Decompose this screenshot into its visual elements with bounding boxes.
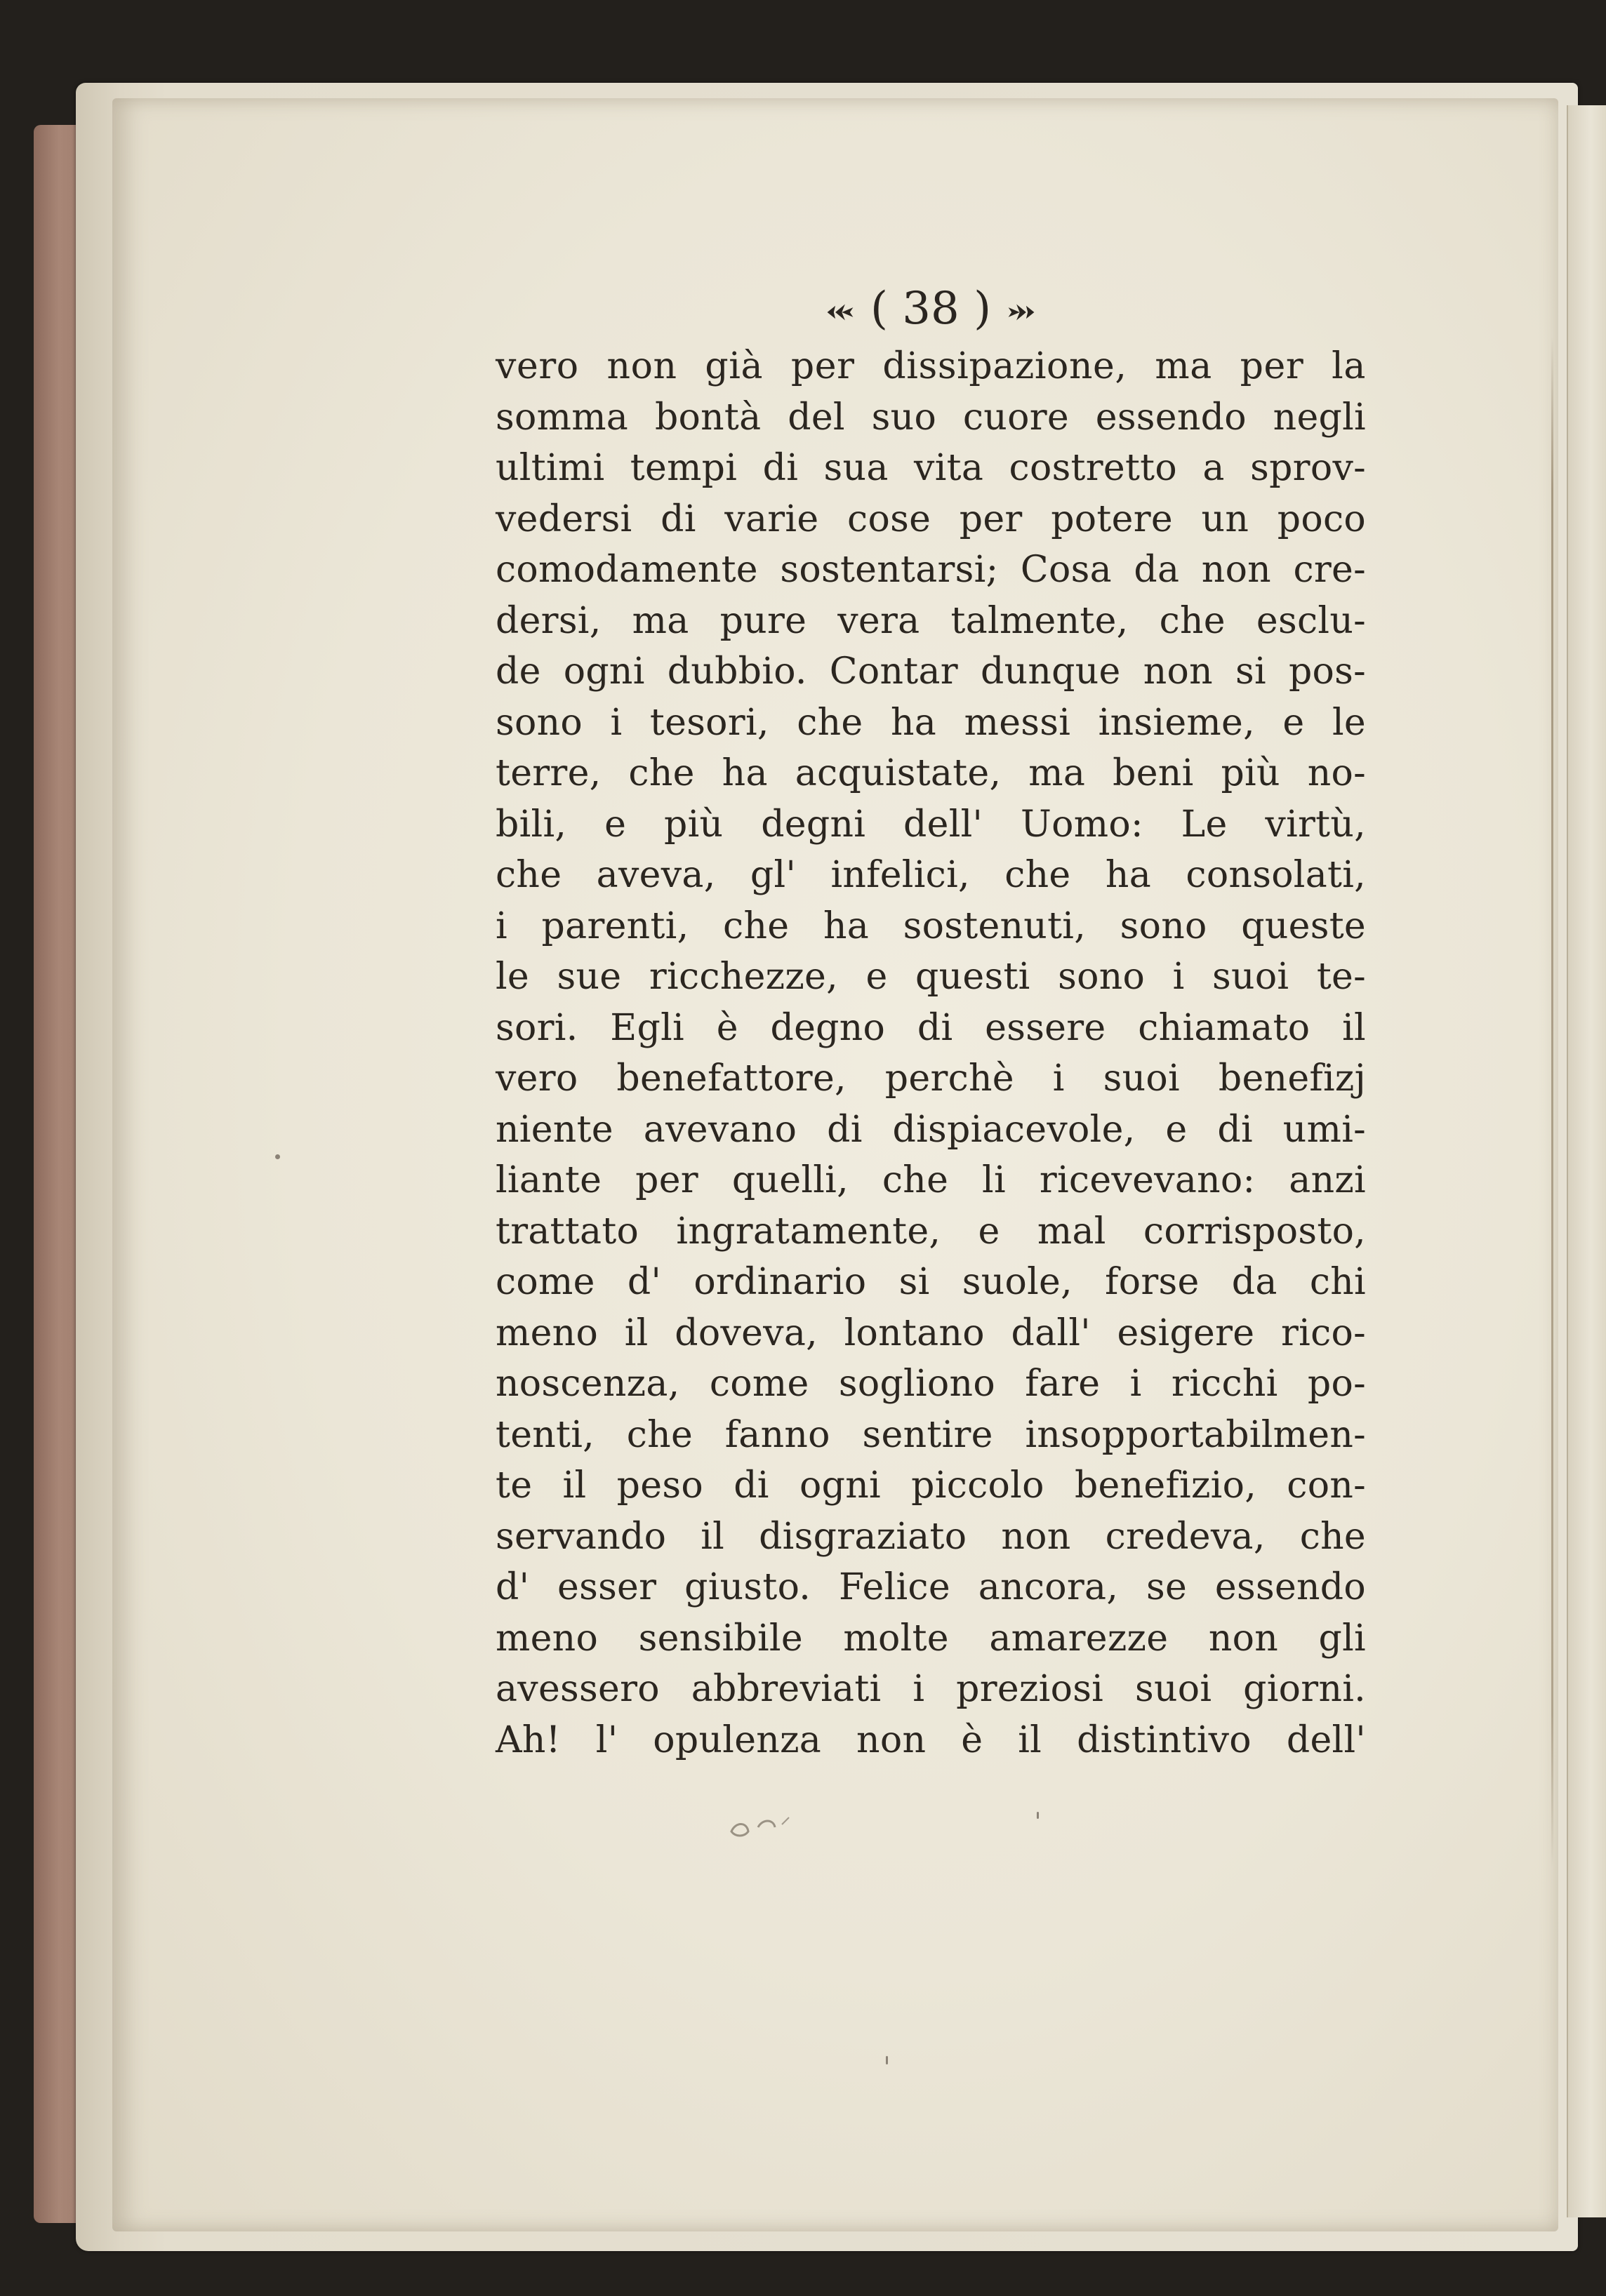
paper-speck <box>275 1154 280 1159</box>
text-line: le sue ricchezze, e questi sono i suoi te- <box>496 956 1366 998</box>
text-line: vedersi di varie cose per potere un poco <box>496 498 1366 540</box>
text-line: te il peso di ogni piccolo benefizio, con- <box>496 1464 1366 1507</box>
gutter-shadow <box>1551 337 1553 1867</box>
facing-page-edge <box>1567 105 1606 2217</box>
text-line: comodamente sostentarsi; Cosa da non cre- <box>496 549 1366 591</box>
text-line: come d' ordinario si suole, forse da chi <box>496 1261 1366 1303</box>
page-number: ( 38 ) <box>870 283 992 335</box>
text-line: avessero abbreviati i preziosi suoi giorni. <box>496 1668 1366 1710</box>
text-line: i parenti, che ha sostenuti, sono queste <box>496 905 1366 947</box>
text-line: meno il doveva, lontano dall' esigere rico- <box>496 1311 1366 1354</box>
text-line: somma bontà del suo cuore essendo negli <box>496 396 1366 439</box>
page-header <box>811 281 1050 337</box>
text-line: che aveva, gl' infelici, che ha consolati, <box>496 854 1366 896</box>
text-line: niente avevano di dispiacevole, e di umi- <box>496 1108 1366 1151</box>
text-line: servando il disgraziato non credeva, che <box>496 1515 1366 1558</box>
text-line: ultimi tempi di sua vita costretto a sprov- <box>496 447 1366 489</box>
text-line: d' esser giusto. Felice ancora, se essendo <box>496 1566 1366 1608</box>
text-line: bili, e più degni dell' Uomo: Le virtù, <box>496 803 1366 846</box>
right-fleuron-icon <box>1005 296 1037 328</box>
paper-speck <box>1037 1812 1039 1819</box>
text-line: tenti, che fanno sentire insopportabilmen- <box>496 1413 1366 1456</box>
ink-smudge-mark <box>723 1803 800 1846</box>
text-line: liante per quelli, che li ricevevano: anzi <box>496 1159 1366 1201</box>
text-line: de ogni dubbio. Contar dunque non si pos- <box>496 650 1366 693</box>
left-fleuron-icon <box>824 296 856 328</box>
paper-speck <box>886 2056 888 2064</box>
text-line: meno sensibile molte amarezze non gli <box>496 1617 1366 1660</box>
text-line: sono i tesori, che ha messi insieme, e le <box>496 701 1366 744</box>
text-line: vero benefattore, perchè i suoi benefizj <box>496 1057 1366 1100</box>
text-line: sori. Egli è degno di essere chiamato il <box>496 1006 1366 1049</box>
page-body-text <box>496 341 1366 1766</box>
text-line: terre, che ha acquistate, ma beni più no- <box>496 752 1366 794</box>
text-line: trattato ingratamente, e mal corrisposto, <box>496 1210 1366 1253</box>
text-line: dersi, ma pure vera talmente, che esclu- <box>496 599 1366 642</box>
text-line: noscenza, come sogliono fare i ricchi po- <box>496 1363 1366 1405</box>
text-line: Ah! l' opulenza non è il distintivo dell' <box>496 1718 1366 1761</box>
text-line: vero non già per dissipazione, ma per la <box>496 345 1366 387</box>
